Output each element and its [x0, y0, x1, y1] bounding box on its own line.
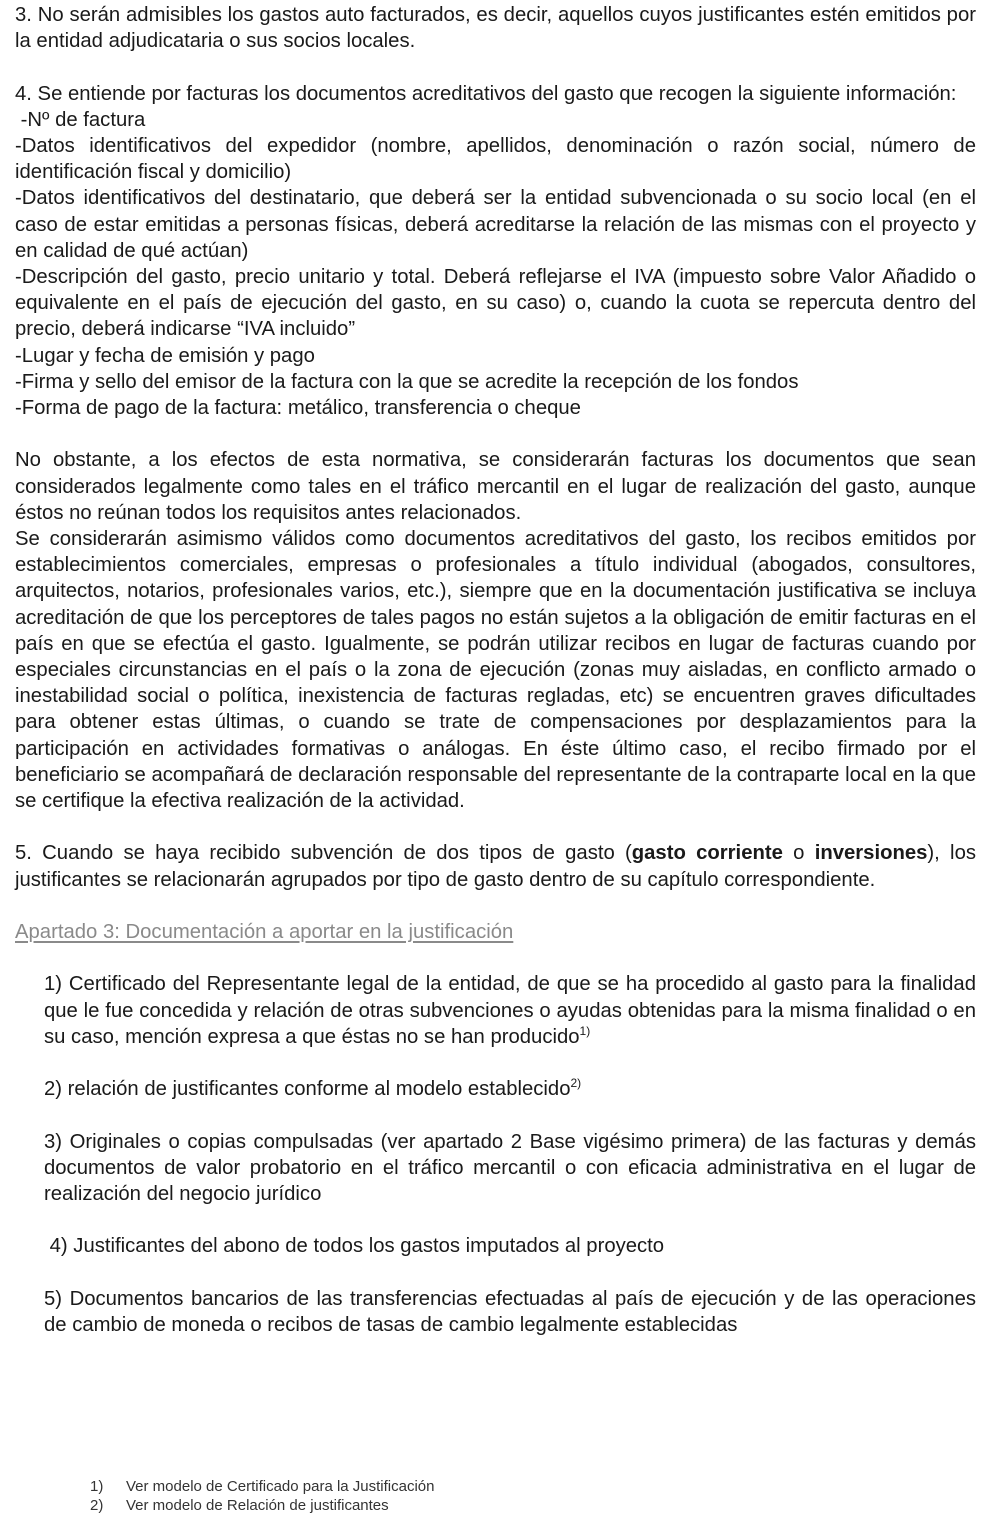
documentation-list [44, 971, 976, 1338]
invoice-requirement-description: -Descripción del gasto, precio unitario y total. Deberá reflejarse el IVA (impuesto sobre Valor Añadido o equivalente en el país de ejecución del gasto, en su caso) o, cuando la cuota se repercuta dentro del precio, deberá indicarse “IVA incluido” [15, 266, 976, 341]
item-4-paragraph-receipts: Se considerarán asimismo válidos como documentos acreditativos del gasto, los recibos emitidos por establecimientos comerciales, empresas o profesionales a título individual (abogados, consultores, arquitectos, notarios, profesionales varios, etc.), siempre que en la documentación justificativa se incluya acreditación de que los perceptores de tales pagos no están sujetos a la obligación de emitir facturas en el país en que se efectúa el gasto. Igualmente, se podrán utilizar recibos en lugar de facturas cuando por especiales circunstancias en el país o la zona de ejecución (zonas muy aisladas, en conflicto armado o inestabilidad social o política, inexistencia de facturas regladas, etc) se encuentren graves dificultades para obtener estas últimas, o cuando se trate de compensaciones por desplazamientos para la participación en actividades formativas o análogas. En éste último caso, el recibo firmado por el beneficiario se acompañará de declaración responsable del representante de la contraparte local en la que se certifique la efectiva realización de la actividad. [15, 528, 976, 813]
documentation-item-1-text: 1) Certificado del Representante legal de la entidad, de que se ha procedido al gasto para la finalidad que le fue concedida y relación de otras subvenciones o ayudas obtenidas para la misma finalidad o en su caso, mención expresa a que éstas no se han producido [44, 973, 976, 1048]
item-3-paragraph: 3. No serán admisibles los gastos auto facturados, es decir, aquellos cuyos justificantes estén emitidos por la entidad adjudicataria o sus socios locales. [15, 4, 976, 53]
item-5-text-3: ), los justificantes se relacionarán agrupados por tipo de gasto dentro de su capítulo correspondiente. [15, 842, 976, 891]
item-5-bold-investments: inversiones [814, 842, 928, 865]
invoice-requirement-signature: -Firma y sello del emisor de la factura con la que se acredite la recepción de los fondos [15, 370, 799, 393]
footnote-1-number: 1) [90, 1478, 104, 1495]
documentation-item-4: 4) Justificantes del abono de todos los gastos imputados al proyecto [44, 1235, 665, 1258]
documentation-item-3: 3) Originales o copias compulsadas (ver apartado 2 Base vigésimo primera) de las facturas y demás documentos de valor probatorio en el tráfico mercantil o con eficacia administrativa en el lugar de realización del negocio jurídico [44, 1130, 976, 1206]
item-4-paragraph-legal-invoices: No obstante, a los efectos de esta normativa, se considerarán facturas los documentos que sean considerados legalmente como tales en el tráfico mercantil en el lugar de realización del gasto, aunque éstos no reúnan todos los requisitos antes relacionados. [15, 449, 976, 524]
spacer [15, 814, 976, 840]
spacer [15, 54, 976, 80]
spacer [15, 421, 976, 447]
item-5-text-2: o [782, 842, 815, 865]
spacer [44, 1102, 976, 1128]
item-5-paragraph [15, 840, 976, 892]
footnotes [90, 1477, 435, 1515]
document-body [15, 2, 976, 1338]
footnote-1 [90, 1477, 435, 1496]
invoice-requirement-place-date: -Lugar y fecha de emisión y pago [15, 344, 315, 367]
spacer [44, 1050, 976, 1076]
footnote-2-text: Ver modelo de Relación de justificantes [126, 1497, 389, 1514]
spacer [44, 1207, 976, 1233]
spacer [15, 945, 976, 971]
item-5-text-1: 5. Cuando se haya recibido subvención de dos tipos de gasto ( [15, 842, 632, 865]
invoice-requirement-invoice-number: -Nº de factura [15, 108, 146, 131]
section-3-heading: Apartado 3: Documentación a aportar en la justificación [15, 921, 514, 944]
invoice-requirement-recipient: -Datos identificativos del destinatario, que deberá ser la entidad subvencionada o su socio local (en el caso de estar emitidas a personas físicas, deberá acreditarse la relación de las mismas con el proyecto y en calidad de qué actúan) [15, 187, 976, 262]
invoice-requirement-issuer: -Datos identificativos del expedidor (nombre, apellidos, denominación o razón social, número de identificación fiscal y domicilio) [15, 135, 976, 184]
documentation-item-1 [44, 971, 976, 1050]
invoice-requirement-payment-method: -Forma de pago de la factura: metálico, transferencia o cheque [15, 397, 581, 420]
footnote-1-text: Ver modelo de Certificado para la Justificación [126, 1478, 435, 1495]
documentation-item-5: 5) Documentos bancarios de las transferencias efectuadas al país de ejecución y de las operaciones de cambio de moneda o recibos de tasas de cambio legalmente establecidas [44, 1287, 976, 1337]
footnote-ref-1: 1) [579, 1023, 591, 1038]
footnote-2-number: 2) [90, 1497, 104, 1514]
documentation-item-2 [44, 1076, 976, 1102]
documentation-item-2-text: 2) relación de justificantes conforme al modelo establecido [44, 1078, 571, 1101]
footnote-ref-2: 2) [570, 1076, 582, 1091]
footnote-2 [90, 1496, 435, 1515]
item-4-intro: 4. Se entiende por facturas los documentos acreditativos del gasto que recogen la siguiente información: [15, 82, 957, 105]
spacer [15, 893, 976, 919]
item-5-bold-current-expense: gasto corriente [631, 842, 783, 865]
spacer [44, 1260, 976, 1286]
